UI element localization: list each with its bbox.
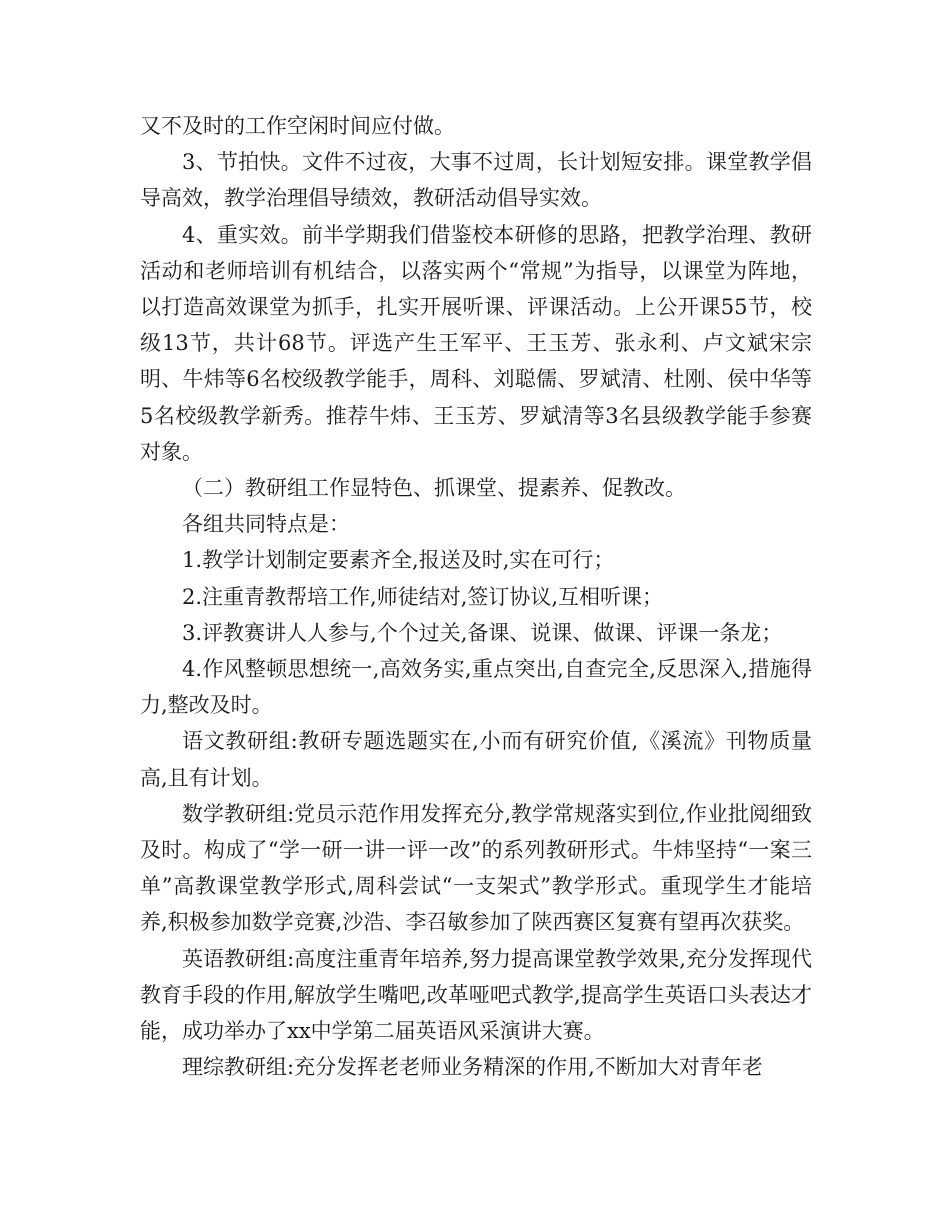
document-body (140, 108, 812, 1085)
paragraph-item-3-rhythm: 3、节拍快。文件不过夜，大事不过周，长计划短安排。课堂教学倡导高效，教学治理倡导绩效，教研活动倡导实效。 (140, 150, 812, 211)
list-item-4: 4.作风整顿思想统一,高效务实,重点突出,自查完全,反思深入,措施得力,整改及时。 (140, 657, 812, 718)
list-item-1: 1.教学计划制定要素齐全,报送及时,实在可行； (182, 548, 615, 573)
list-item-2: 2.注重青教帮培工作,师徒结对,签订协议,互相听课； (182, 584, 664, 609)
paragraph-item-4-effectiveness: 4、重实效。前半学期我们借鉴校本研修的思路，把教学治理、教研活动和老师培训有机结合，以落实两个“常规”为指导，以课堂为阵地，以打造高效课堂为抓手，扎实开展听课、评课活动。上公开课55节，校级13节，共计68节。评选产生王军平、王玉芳、张永利、卢文斌宋宗明、牛炜等6名校级教学能手，周科、刘聪儒、罗斌清、杜刚、侯中华等5名校级教学新秀。推荐牛炜、王玉芳、罗斌清等3名县级教学能手参赛对象。 (140, 222, 812, 464)
paragraph-math-group: 数学教研组:党员示范作用发挥充分,教学常规落实到位,作业批阅细致及时。构成了“学一研一讲一评一改”的系列教研形式。牛炜坚持“一案三单”高教课堂教学形式,周科尝试“一支架式”教学形式。重现学生才能培养,积极参加数学竞赛,沙浩、李召敏参加了陕西赛区复赛有望再次获奖。 (140, 801, 812, 935)
paragraph-chinese-group: 语文教研组:教研专题选题实在,小而有研究价值,《溪流》刊物质量高,且有计划。 (140, 729, 812, 790)
paragraph-science-group: 理综教研组:充分发挥老老师业务精深的作用,不断加大对青年老 (182, 1055, 763, 1080)
section-heading-teaching-groups: （二）教研组工作显特色、抓课堂、提素养、促教改。 (182, 476, 686, 501)
paragraph-common-features: 各组共同特点是： (182, 512, 350, 537)
paragraph-english-group: 英语教研组:高度注重青年培养,努力提高课堂教学效果,充分发挥现代教育手段的作用,解放学生嘴吧,改革哑吧式教学,提高学生英语口头表达才能，成功举办了xx中学第二届英语风采演讲大赛。 (140, 946, 812, 1044)
list-item-3: 3.评教赛讲人人参与,个个过关,备课、说课、做课、评课一条龙； (182, 620, 783, 645)
paragraph-continuation: 又不及时的工作空闲时间应付做。 (140, 114, 455, 138)
